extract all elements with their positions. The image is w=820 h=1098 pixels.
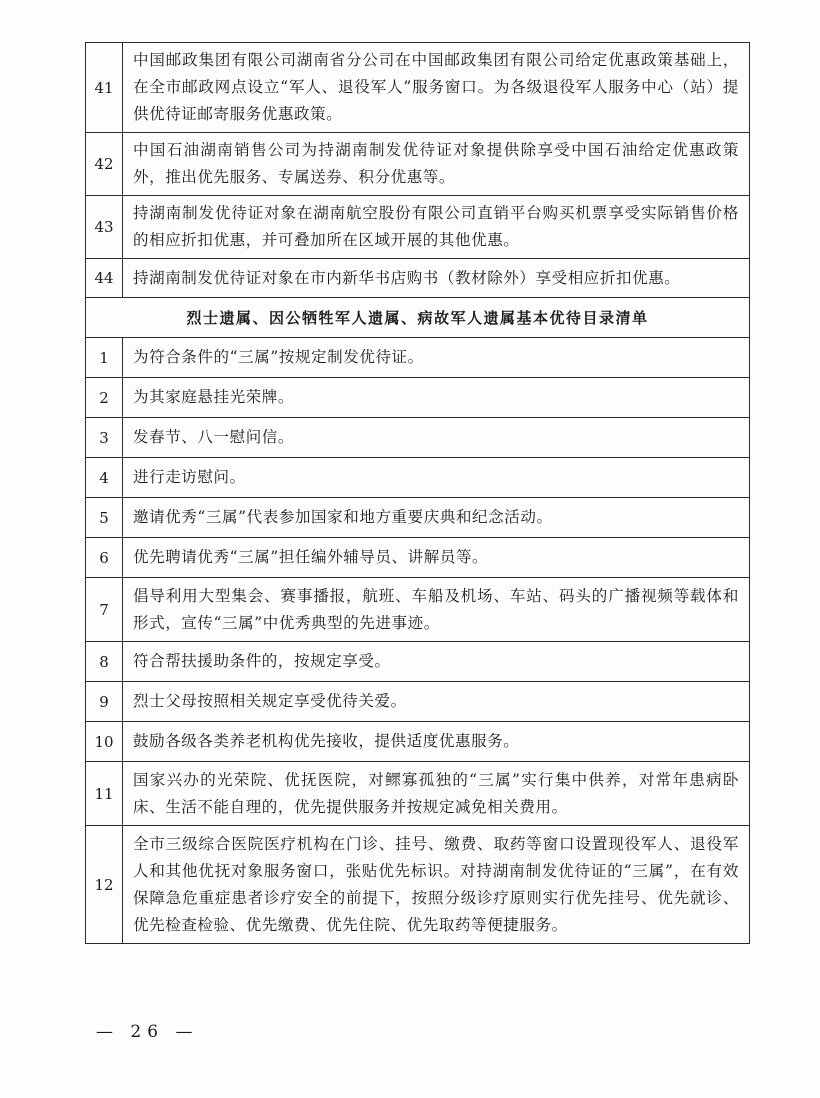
row-text: 烈士父母按照相关规定享受优待关爱。: [123, 682, 750, 722]
row-number: 44: [86, 259, 123, 298]
table-body-top: [86, 43, 750, 298]
table-row: [86, 538, 750, 578]
row-number: 10: [86, 722, 123, 762]
row-number: 12: [86, 826, 123, 944]
table-row: [86, 762, 750, 826]
row-number: 7: [86, 578, 123, 642]
table-row: [86, 682, 750, 722]
table-row: [86, 378, 750, 418]
row-text: 倡导利用大型集会、赛事播报，航班、车船及机场、车站、码头的广播视频等载体和形式，宣传“三属”中优秀典型的先进事迹。: [123, 578, 750, 642]
row-text: 符合帮扶援助条件的，按规定享受。: [123, 642, 750, 682]
table-row: [86, 498, 750, 538]
row-text: 持湖南制发优待证对象在湖南航空股份有限公司直销平台购买机票享受实际销售价格的相应折扣优惠，并可叠加所在区域开展的其他优惠。: [123, 196, 750, 259]
row-number: 6: [86, 538, 123, 578]
table-row: [86, 578, 750, 642]
row-number: 11: [86, 762, 123, 826]
section-header: [86, 298, 750, 338]
table-row: [86, 722, 750, 762]
row-text: 为其家庭悬挂光荣牌。: [123, 378, 750, 418]
row-text: 中国邮政集团有限公司湖南省分公司在中国邮政集团有限公司给定优惠政策基础上，在全市邮政网点设立“军人、退役军人”服务窗口。为各级退役军人服务中心（站）提供优待证邮寄服务优惠政策。: [123, 43, 750, 133]
row-text: 鼓励各级各类养老机构优先接收，提供适度优惠服务。: [123, 722, 750, 762]
row-number: 4: [86, 458, 123, 498]
benefit-table: [85, 42, 750, 944]
row-number: 3: [86, 418, 123, 458]
table-row: [86, 826, 750, 944]
section-header-row: [86, 298, 750, 338]
table-row: [86, 338, 750, 378]
page-number: — 26 —: [96, 1022, 199, 1042]
row-number: 1: [86, 338, 123, 378]
table-row: [86, 259, 750, 298]
row-text: 为符合条件的“三属”按规定制发优待证。: [123, 338, 750, 378]
row-text: 发春节、八一慰问信。: [123, 418, 750, 458]
table-row: [86, 43, 750, 133]
row-text: 邀请优秀“三属”代表参加国家和地方重要庆典和纪念活动。: [123, 498, 750, 538]
row-text: 进行走访慰问。: [123, 458, 750, 498]
row-text: 持湖南制发优待证对象在市内新华书店购书（教材除外）享受相应折扣优惠。: [123, 259, 750, 298]
row-number: 42: [86, 133, 123, 196]
row-number: 5: [86, 498, 123, 538]
row-text: 中国石油湖南销售公司为持湖南制发优待证对象提供除享受中国石油给定优惠政策外，推出优先服务、专属送券、积分优惠等。: [123, 133, 750, 196]
row-number: 2: [86, 378, 123, 418]
section-title: 烈士遗属、因公牺牲军人遗属、病故军人遗属基本优待目录清单: [86, 298, 750, 338]
row-number: 8: [86, 642, 123, 682]
row-text: 优先聘请优秀“三属”担任编外辅导员、讲解员等。: [123, 538, 750, 578]
table-body-bottom: [86, 338, 750, 944]
table-row: [86, 458, 750, 498]
table-row: [86, 642, 750, 682]
row-number: 9: [86, 682, 123, 722]
table-row: [86, 196, 750, 259]
row-text: 国家兴办的光荣院、优抚医院，对鳏寡孤独的“三属”实行集中供养，对常年患病卧床、生活不能自理的，优先提供服务并按规定减免相关费用。: [123, 762, 750, 826]
row-number: 43: [86, 196, 123, 259]
table-row: [86, 133, 750, 196]
row-text: 全市三级综合医院医疗机构在门诊、挂号、缴费、取药等窗口设置现役军人、退役军人和其他优抚对象服务窗口，张贴优先标识。对持湖南制发优待证的“三属”，在有效保障急危重症患者诊疗安全的前提下，按照分级诊疗原则实行优先挂号、优先就诊、优先检查检验、优先缴费、优先住院、优先取药等便捷服务。: [123, 826, 750, 944]
row-number: 41: [86, 43, 123, 133]
table-row: [86, 418, 750, 458]
